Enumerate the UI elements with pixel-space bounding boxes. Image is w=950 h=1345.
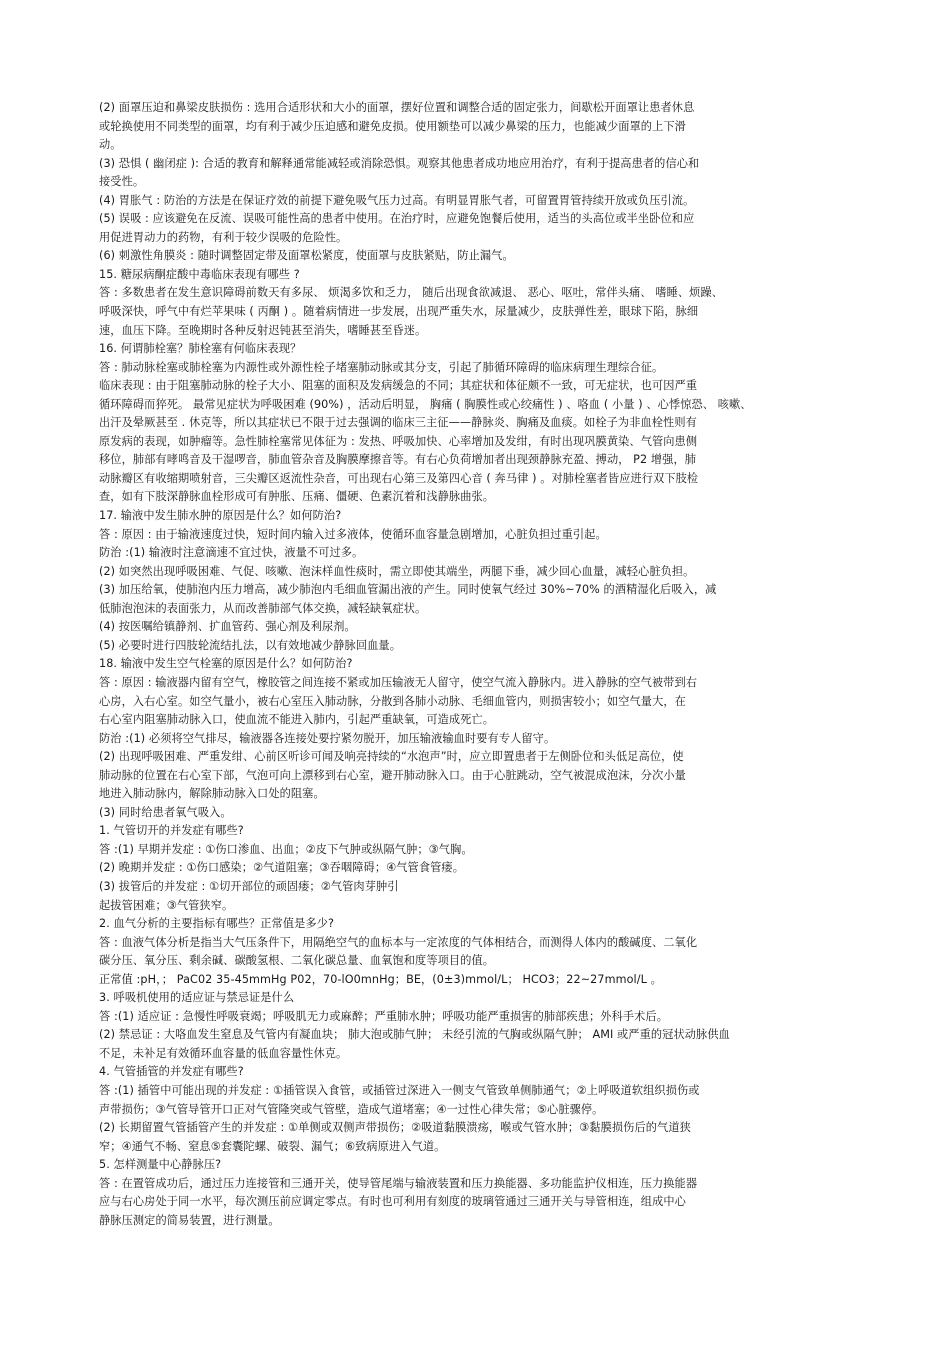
- text-line: (5) 误吸 : 应该避免在反流、误吸可能性高的患者中使用。在治疗时，应避免饱餐后使用，适当的头高位或半坐卧位和应: [99, 212, 695, 226]
- text-line: (3) 恐惧 ( 幽闭症 ): 合适的教育和解释通常能减轻或消除恐惧。观察其他患者成功地应用治疗，有利于提高患者的信心和: [99, 156, 700, 170]
- text-line: 用促进胃动力的药物，有利于较少误吸的危险性。: [99, 230, 348, 244]
- text-line: 4. 气管插管的并发症有哪些?: [99, 1065, 244, 1079]
- text-line: (2) 如突然出现呼吸困难、气促、咳嗽、泡沫样血性痰时，需立即使其端坐，两腿下垂，减少回心血量，减轻心脏负担。: [99, 564, 695, 578]
- text-line: (2) 晚期并发症 : ①伤口感染；②气道阻塞；③吞咽障碍；④气管食管瘘。: [99, 861, 464, 875]
- text-line: 出汗及晕厥甚至 . 休克等，所以其症状已不限于过去强调的临床三主征——静脉炎、胸痛及血痰。如栓子为非血栓性则有: [99, 416, 697, 430]
- document-body: [99, 99, 859, 1230]
- text-line: 动。: [99, 138, 122, 152]
- text-line: (3) 加压给氧，使肺泡内压力增高，减少肺泡内毛细血管漏出液的产生。同时使氧气经过 30%~70% 的酒精湿化后吸入，减: [99, 583, 717, 597]
- text-line: 5. 怎样测量中心静脉压?: [99, 1158, 222, 1172]
- text-line: 3. 呼吸机使用的适应证与禁忌证是什么: [99, 991, 295, 1005]
- text-line: (4) 按医嘱给镇静剂、扩血管药、强心剂及利尿剂。: [99, 620, 356, 634]
- text-line: 正常值 :pH，； PaC02 35-45mmHg P02，70-lO0mnHg；BE，(0±3)mmol/L； HCO3；22~27mmol/L 。: [99, 972, 662, 986]
- text-line: (5) 必要时进行四肢轮流结扎法，以有效地减少静脉回血量。: [99, 638, 401, 652]
- text-line: 答 : 血液气体分析是指当大气压条件下，用隔绝空气的血标本与一定浓度的气体相结合，而测得人体内的酸碱度、二氧化: [99, 935, 698, 949]
- text-line: 速，血压下降。至晚期时各种反射迟钝甚至消失，嗜睡甚至昏迷。: [99, 323, 427, 337]
- text-line: 1. 气管切开的并发症有哪些?: [99, 824, 244, 838]
- text-line: 肺动脉的位置在右心室下部，气泡可向上漂移到右心室，避开肺动脉入口。由于心脏跳动，空气被混成泡沫，分次小量: [99, 768, 686, 782]
- text-line: 18. 输液中发生空气栓塞的原因是什么？如何防治?: [99, 657, 353, 671]
- text-line: (2) 禁忌证 : 大咯血发生窒息及气管内有凝血块； 肺大泡或肺气肿； 未经引流的气胸或纵隔气肿； AMI 或严重的冠状动脉供血: [99, 1028, 730, 1042]
- text-line: 或轮换使用不同类型的面罩，均有利于减少压迫感和避免皮损。使用额垫可以减少鼻梁的压力，也能减少面罩的上下滑: [99, 119, 686, 133]
- text-line: 移位，肺部有哮鸣音及干湿啰音，肺血管杂音及胸膜摩擦音等。有右心负荷增加者出现颈静脉充盈、搏动， P2 增强，肺: [99, 453, 697, 467]
- text-line: 接受性。: [99, 175, 145, 189]
- text-line: 防治 :(1) 必须将空气排尽，输液器各连接处要拧紧勿脱开，加压输液输血时要有专人留守。: [99, 731, 556, 745]
- text-line: 静脉压测定的简易装置，进行测量。: [99, 1213, 280, 1227]
- text-line: 不足，未补足有效循环血容量的低血容量性休克。: [99, 1046, 348, 1060]
- text-line: 答 :(1) 适应证 : 急慢性呼吸衰竭；呼吸肌无力或麻醉；严重肺水肿；呼吸功能严重损害的肺部疾患；外科手术后。: [99, 1009, 669, 1023]
- text-line: 答 : 原因 : 输液器内留有空气，橡胶管之间连接不紧或加压输液无人留守，使空气流入静脉内。进入静脉的空气被带到右: [99, 675, 698, 689]
- text-line: 16. 何谓肺栓塞？肺栓塞有何临床表现？: [99, 342, 302, 356]
- text-line: (2) 出现呼吸困难、严重发绀、心前区听诊可闻及响亮持续的“水泡声”时，应立即置患者于左侧卧位和头低足高位，使: [99, 750, 684, 764]
- text-line: 应与右心房处于同一水平，每次测压前应调定零点。有时也可利用有刻度的玻璃管通过三通开关与导管相连，组成中心: [99, 1195, 686, 1209]
- text-line: (3) 拔管后的并发症 : ①切开部位的顽固瘘；②气管肉芽肿引: [99, 879, 399, 893]
- text-line: 防治 :(1) 输液时注意滴速不宜过快，液量不可过多。: [99, 546, 364, 560]
- text-line: 2. 血气分析的主要指标有哪些？正常值是多少?: [99, 917, 335, 931]
- text-line: 起拔管困难；③气管狭窄。: [99, 898, 234, 912]
- text-line: (2) 长期留置气管插管产生的并发症 : ①单侧或双侧声带损伤；②吸道黏膜溃疡，喉或气管水肿；③黏膜损伤后的气道狭: [99, 1121, 691, 1135]
- text-line: 答 : 在置管成功后，通过压力连接管和三通开关，使导管尾端与输液装置和压力换能器、多功能监护仪相连，压力换能器: [99, 1176, 698, 1190]
- text-line: 答 :(1) 早期并发症 : ①伤口渗血、出血；②皮下气肿或纵隔气肿；③气胸。: [99, 842, 473, 856]
- text-line: 查，如有下肢深静脉血栓形成可有肿胀、压痛、僵硬、色素沉着和浅静脉曲张。: [99, 490, 495, 504]
- text-line: 地进入肺动脉内，解除肺动脉入口处的阻塞。: [99, 787, 325, 801]
- text-line: 答 : 原因 : 由于输液速度过快，短时间内输入过多液体，使循环血容量急剧增加，心脏负担过重引起。: [99, 527, 607, 541]
- text-line: 窄；④通气不畅、窒息⑤套囊陀螺、破裂、漏气；⑥致病原进入气道。: [99, 1139, 446, 1153]
- text-line: 声带损伤；③气管导管开口正对气管隆突或气管壁，造成气道堵塞；④一过性心律失常；⑤心脏骤停。: [99, 1102, 604, 1116]
- text-line: 动脉瓣区有收缩期喷射音，三尖瓣区返流性杂音，可出现右心第三及第四心音 ( 奔马律 ) 。对肺栓塞者皆应进行双下肢检: [99, 471, 699, 485]
- text-line: (6) 刺激性角膜炎 : 随时调整固定带及面罩松紧度，使面罩与皮肤紧贴，防止漏气。: [99, 249, 514, 263]
- text-line: 临床表现 : 由于阻塞肺动脉的栓子大小、阻塞的面积及发病缓急的不同；其症状和体征颇不一致，可无症状，也可因严重: [99, 379, 698, 393]
- text-line: 呼吸深快，呼气中有烂苹果味 ( 丙酮 ) 。随着病情进一步发展，出现严重失水，尿量减少，皮肤弹性差，眼球下陷，脉细: [99, 305, 699, 319]
- text-line: 右心室内阻塞肺动脉入口，使血流不能进入肺内，引起严重缺氧，可造成死亡。: [99, 713, 495, 727]
- text-line: 17. 输液中发生肺水肿的原因是什么？如何防治?: [99, 509, 342, 523]
- text-line: (4) 胃胀气 : 防治的方法是在保证疗效的前提下避免吸气压力过高。有明显胃胀气者，可留置胃管持续开放或负压引流。: [99, 193, 695, 207]
- text-line: (2) 面罩压迫和鼻梁皮肤损伤 : 选用合适形状和大小的面罩，摆好位置和调整合适的固定张力，间歇松开面罩让患者休息: [99, 101, 695, 114]
- text-line: 答 : 肺动脉栓塞或肺栓塞为内源性或外源性栓子堵塞肺动脉或其分支，引起了肺循环障碍的临床病理生理综合征。: [99, 360, 664, 374]
- text-line: 原发病的表现，如肿瘤等。急性肺栓塞常见体征为 : 发热、呼吸加快、心率增加及发绀，有时出现巩膜黄染、气管向患侧: [99, 434, 698, 448]
- text-line: 循环障碍而猝死。 最常见症状为呼吸困难 (90%) ，活动后明显， 胸痛 ( 胸膜性或心绞痛性 ) 、咯血 ( 小量 ) 、心悸惊恐、 咳嗽、: [99, 397, 752, 411]
- text-line: (3) 同时给患者氧气吸入。: [99, 805, 232, 819]
- text-line: 低肺泡泡沫的表面张力，从而改善肺部气体交换，减轻缺氧症状。: [99, 601, 427, 615]
- text-line: 答 : 多数患者在发生意识障碍前数天有多尿、 烦渴多饮和乏力， 随后出现食欲减退、 恶心、呕吐，常伴头痛、 嗜睡、烦躁、: [99, 286, 724, 300]
- text-line: 碳分压、氧分压、剩余碱、碳酸氢根、二氧化碳总量、血氧饱和度等项目的值。: [99, 954, 495, 968]
- text-line: 15. 糖尿病酮症酸中毒临床表现有哪些 ?: [99, 267, 300, 281]
- text-line: 心房，入右心室。如空气量小，被右心室压入肺动脉，分散到各肺小动脉、毛细血管内，则损害较小；如空气量大，在: [99, 694, 686, 708]
- text-line: 答 :(1) 插管中可能出现的并发症 : ①插管误入食管，或插管过深进入一侧支气管致单侧肺通气；②上呼吸道软组织损伤或: [99, 1083, 700, 1097]
